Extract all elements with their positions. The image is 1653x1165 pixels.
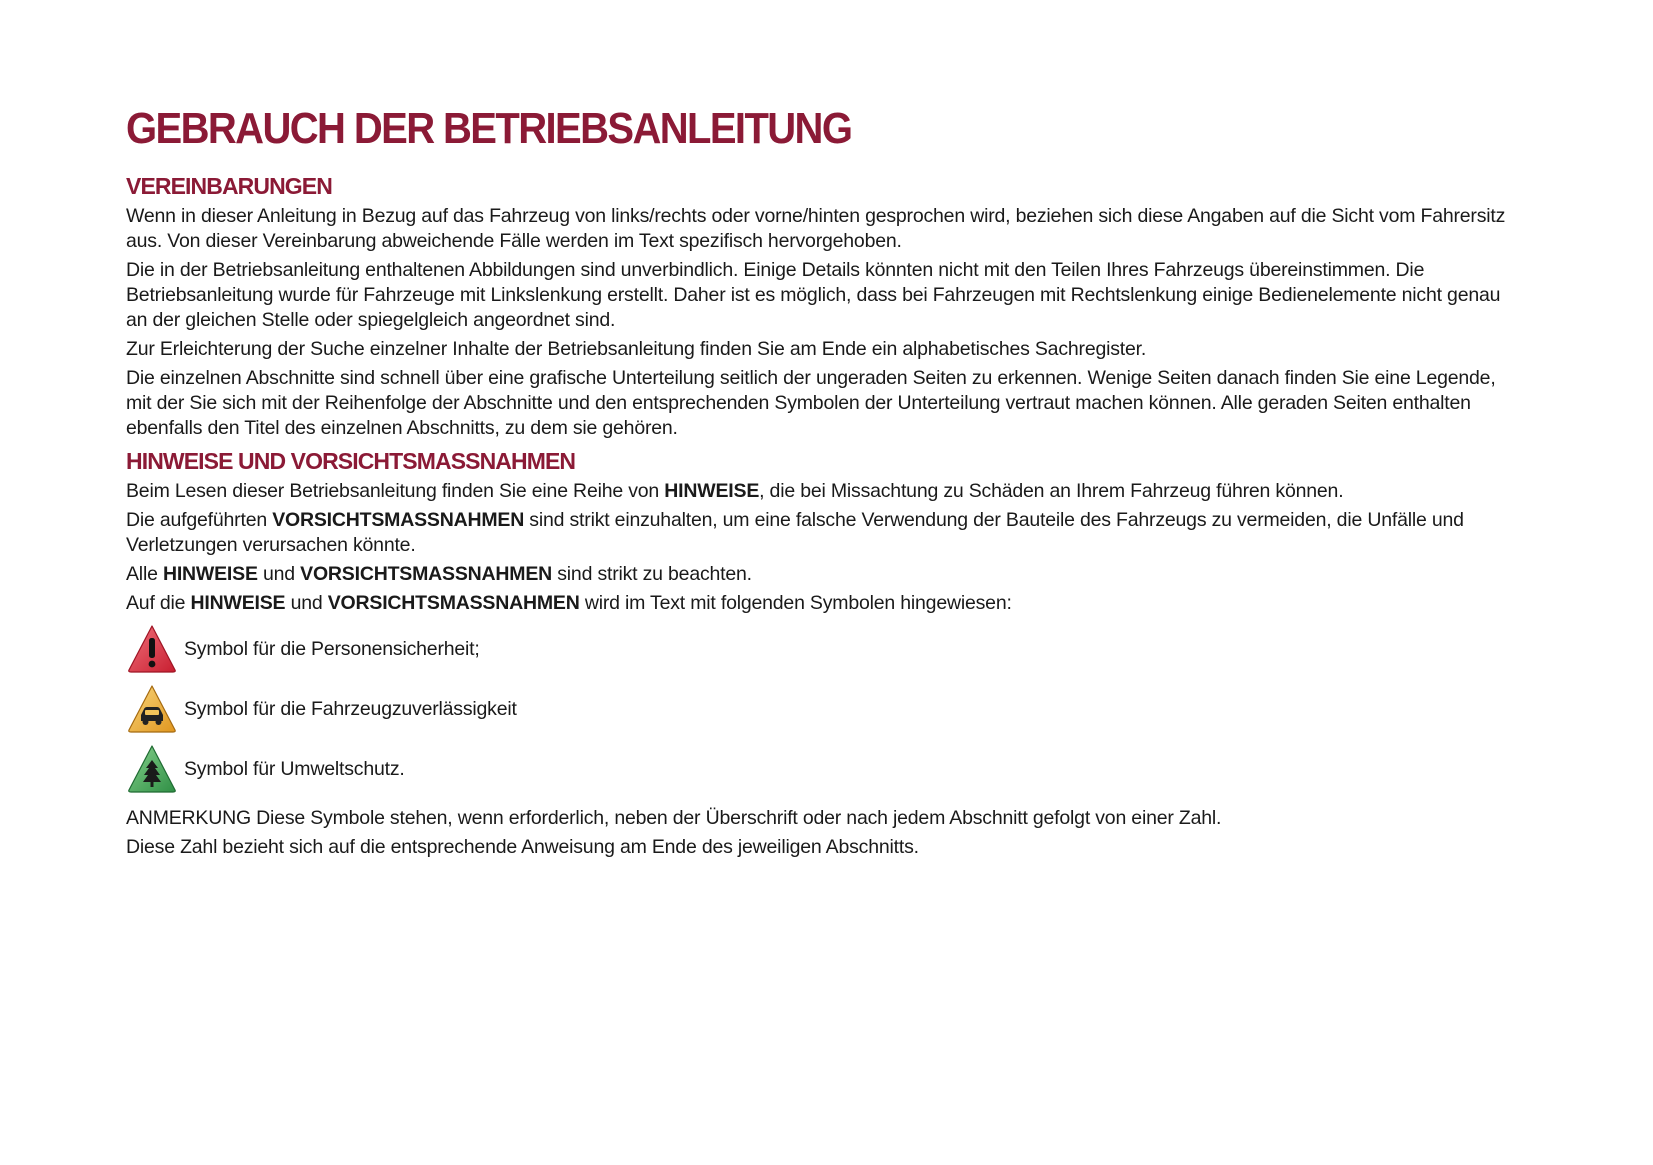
section-heading-vereinbarungen: VEREINBARUNGEN xyxy=(126,173,332,199)
paragraph: Wenn in dieser Anleitung in Bezug auf das Fahrzeug von links/rechts oder vorne/hinten gesprochen wird, beziehen sich diese Angaben auf die Sicht vom Fahrersitz aus. Von dieser Vereinbarung abweichende Fälle werden im Text spezifisch hervorgehoben. xyxy=(126,205,1506,252)
section-heading-hinweise: HINWEISE UND VORSICHTSMASSNAHMEN xyxy=(126,448,576,474)
page-title: GEBRAUCH DER BETRIEBSANLEITUNG xyxy=(126,105,852,153)
bold-term: VORSICHTSMASSNAHMEN xyxy=(300,563,553,585)
note-paragraph: Diese Zahl bezieht sich auf die entsprechende Anweisung am Ende des jeweiligen Abschnitts. xyxy=(126,836,919,858)
paragraph: Die aufgeführten VORSICHTSMASSNAHMEN sind strikt einzuhalten, um eine falsche Verwendung der Bauteile des Fahrzeugs zu vermeiden, die Unfälle und Verletzungen verursachen könnte. xyxy=(126,509,1464,556)
page-content xyxy=(126,104,1506,864)
symbol-row-vehicle-reliability xyxy=(126,682,1506,736)
bold-term: HINWEISE xyxy=(162,563,258,585)
bold-term: VORSICHTSMASSNAHMEN xyxy=(272,509,525,531)
note-paragraph: ANMERKUNG Diese Symbole stehen, wenn erforderlich, neben der Überschrift oder nach jedem Abschnitt gefolgt von einer Zahl. xyxy=(126,807,1222,829)
symbol-row-environment xyxy=(126,742,1506,796)
symbol-label: Symbol für die Personensicherheit; xyxy=(184,637,480,660)
vehicle-reliability-warning-icon xyxy=(126,683,178,735)
environment-protection-icon xyxy=(126,743,178,795)
paragraph: Beim Lesen dieser Betriebsanleitung finden Sie eine Reihe von HINWEISE, die bei Missachtung zu Schäden an Ihrem Fahrzeug führen können. xyxy=(126,480,1344,502)
bold-term: HINWEISE xyxy=(190,592,286,614)
paragraph: Die einzelnen Abschnitte sind schnell über eine grafische Unterteilung seitlich der ungeraden Seiten zu erkennen. Wenige Seiten danach finden Sie eine Legende, mit der Sie sich mit der Reihenfolge der Abschnitte und den entsprechenden Symbolen der Unterteilung vertraut machen können. Alle geraden Seiten enthalten ebenfalls den Titel des einzelnen Abschnitts, zu dem sie gehören. xyxy=(126,367,1496,439)
symbol-row-personal-safety xyxy=(126,622,1506,676)
paragraph: Die in der Betriebsanleitung enthaltenen Abbildungen sind unverbindlich. Einige Details könnten nicht mit den Teilen Ihres Fahrzeugs übereinstimmen. Die Betriebsanleitung wurde für Fahrzeuge mit Linkslenkung erstellt. Daher ist es möglich, dass bei Fahrzeugen mit Rechtslenkung einige Bedienelemente nicht genau an der gleichen Stelle oder spiegelgleich angeordnet sind. xyxy=(126,259,1501,331)
symbol-label: Symbol für die Fahrzeugzuverlässigkeit xyxy=(184,697,517,720)
bold-term: VORSICHTSMASSNAHMEN xyxy=(327,592,580,614)
personal-safety-warning-icon xyxy=(126,623,178,675)
paragraph: Alle HINWEISE und VORSICHTSMASSNAHMEN sind strikt zu beachten. xyxy=(126,563,752,585)
symbol-label: Symbol für Umweltschutz. xyxy=(184,757,405,780)
bold-term: HINWEISE xyxy=(664,480,760,502)
paragraph: Zur Erleichterung der Suche einzelner Inhalte der Betriebsanleitung finden Sie am Ende ein alphabetisches Sachregister. xyxy=(126,338,1147,360)
paragraph: Auf die HINWEISE und VORSICHTSMASSNAHMEN wird im Text mit folgenden Symbolen hingewiesen: xyxy=(126,592,1012,614)
